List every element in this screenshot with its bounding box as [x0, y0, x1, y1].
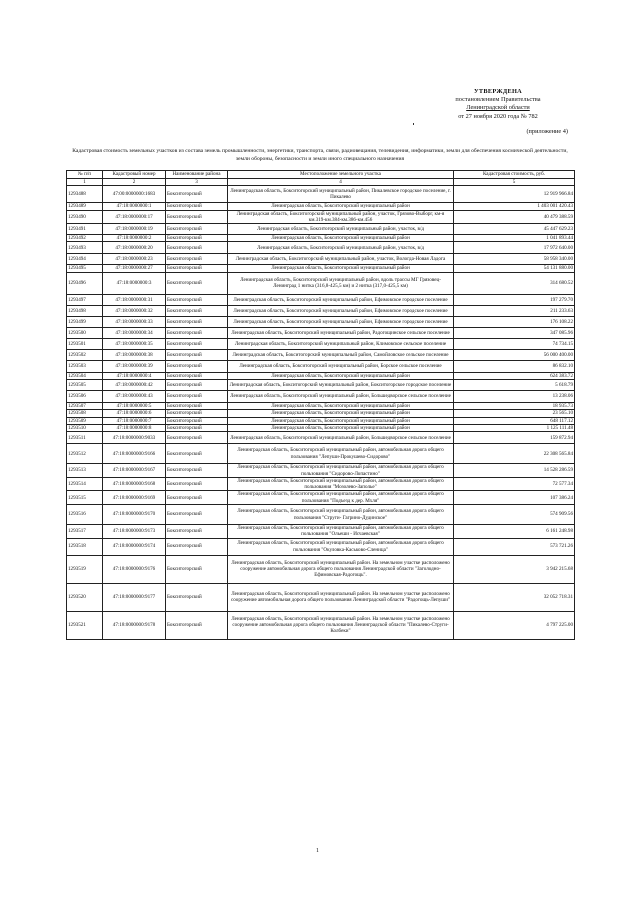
table-row — [67, 464, 575, 478]
location-cell: Ленинградская область, Бокситогорский муниципальный район. На земельном участке расположено сооружение автомобильная дорога общего пользования Ленинградской области "Радогощь-Лепуши" — [228, 583, 454, 611]
table-row — [67, 525, 575, 539]
district-cell: Бокситогорский — [166, 432, 228, 444]
cadastral-value-cell: 54 131 880.00 — [454, 265, 575, 272]
district-cell: Бокситогорский — [166, 203, 228, 210]
location-cell: Ленинградская область, Бокситогорский муниципальный район, Большедворское сельское поселение — [228, 432, 454, 444]
district-cell: Бокситогорский — [166, 224, 228, 235]
location-cell: Ленинградская область, Бокситогорский муниципальный район — [228, 424, 454, 431]
row-number-cell: 1293509 — [67, 417, 103, 424]
location-cell: Ленинградская область, Бокситогорский муниципальный район, Бокситогорское городское поселение — [228, 380, 454, 391]
row-number-cell: 1293488 — [67, 186, 103, 203]
cadastral-value-cell: 56 000 400.00 — [454, 349, 575, 360]
table-row — [67, 444, 575, 464]
column-number: 4 — [228, 179, 454, 186]
table-row — [67, 360, 575, 372]
page-number: 1 — [316, 848, 319, 854]
row-number-cell: 1293495 — [67, 265, 103, 272]
location-cell: Ленинградская область, Бокситогорский муниципальный район, автомобильная дорога общего пользования "Струги- Гагрино-Дудинское" — [228, 505, 454, 525]
table-body — [67, 186, 575, 639]
table-row — [67, 272, 575, 294]
location-cell: Ленинградская область, Бокситогорский муниципальный район — [228, 265, 454, 272]
location-cell: Ленинградская область, Бокситогорский муниципальный район. На земельном участке расположено сооружение автомобильная дорога общего пользования Ленинградской области "Пикалево-Струги-Колбеки" — [228, 611, 454, 639]
row-number-cell: 1293493 — [67, 242, 103, 254]
cadastral-number-cell: 47:00:0000000:1683 — [103, 186, 166, 203]
header-location: Местоположение земельного участка — [228, 171, 454, 179]
cadastral-number-cell: 47:18:0000000:9170 — [103, 505, 166, 525]
cadastral-number-cell: 47:18:0000000:8 — [103, 424, 166, 431]
cadastral-number-cell: 47:18:0000000:1 — [103, 203, 166, 210]
district-cell: Бокситогорский — [166, 424, 228, 431]
row-number-cell: 1293515 — [67, 491, 103, 505]
district-cell: Бокситогорский — [166, 444, 228, 464]
district-cell: Бокситогорский — [166, 338, 228, 349]
district-cell: Бокситогорский — [166, 254, 228, 265]
cadastral-value-cell: 1 125 111.48 — [454, 424, 575, 431]
row-number-cell: 1293492 — [67, 235, 103, 242]
district-cell: Бокситогорский — [166, 555, 228, 583]
location-cell: Ленинградская область, Бокситогорский муниципальный район, автомобильная дорога общего пользования "Ольеши - Исчаевская" — [228, 525, 454, 539]
cadastral-number-cell: 47:18:0000000:7 — [103, 417, 166, 424]
row-number-cell: 1293504 — [67, 372, 103, 379]
district-cell: Бокситогорский — [166, 525, 228, 539]
column-number: 2 — [103, 179, 166, 186]
district-cell: Бокситогорский — [166, 242, 228, 254]
header-no: № п/п — [67, 171, 103, 179]
district-cell: Бокситогорский — [166, 186, 228, 203]
location-cell: Ленинградская область, Бокситогорский муниципальный район, автомобильная дорога общего пользования "Мозолево-Заполье" — [228, 477, 454, 491]
table-row — [67, 372, 575, 379]
cadastral-value-cell: 18 935.73 — [454, 403, 575, 410]
approval-heading: УТВЕРЖДЕНА — [473, 88, 523, 95]
cadastral-value-cell: 1 041 893.44 — [454, 235, 575, 242]
table-row — [67, 265, 575, 272]
table-row — [67, 316, 575, 327]
approval-stamp — [428, 88, 568, 121]
cadastral-number-cell: 47:18:0000000:9168 — [103, 477, 166, 491]
cadastral-number-cell: 47:18:0000000:9169 — [103, 491, 166, 505]
approval-line-1: постановлением Правительства — [455, 96, 541, 104]
cadastral-value-cell: 45 447 629.23 — [454, 224, 575, 235]
location-cell: Ленинградская область, Бокситогорский муниципальный район, Радогощинское сельское поселение — [228, 327, 454, 338]
column-number: 5 — [454, 179, 575, 186]
cadastral-value-cell: 197 279.70 — [454, 294, 575, 305]
row-number-cell: 1293501 — [67, 338, 103, 349]
district-cell: Бокситогорский — [166, 611, 228, 639]
row-number-cell: 1293500 — [67, 327, 103, 338]
district-cell: Бокситогорский — [166, 538, 228, 555]
row-number-cell: 1293507 — [67, 403, 103, 410]
cadastral-number-cell: 47:18:0000000:9167 — [103, 464, 166, 478]
row-number-cell: 1293499 — [67, 316, 103, 327]
header-district: Наименование района — [166, 171, 228, 179]
cadastral-value-cell: 58 958 340.00 — [454, 254, 575, 265]
cadastral-number-cell: 47:18:0000000:43 — [103, 391, 166, 403]
header-value: Кадастровая стоимость, руб. — [454, 171, 575, 179]
cadastral-number-cell: 47:18:0000000:9033 — [103, 432, 166, 444]
cadastral-value-cell: 624 383.72 — [454, 372, 575, 379]
cadastral-number-cell: 47:18:0000000:33 — [103, 316, 166, 327]
district-cell: Бокситогорский — [166, 505, 228, 525]
district-cell: Бокситогорский — [166, 305, 228, 316]
cadastral-number-cell: 47:18:0000000:19 — [103, 224, 166, 235]
row-number-cell: 1293514 — [67, 477, 103, 491]
table-row — [67, 235, 575, 242]
cadastral-number-cell: 47:18:0000000:4 — [103, 372, 166, 379]
district-cell: Бокситогорский — [166, 464, 228, 478]
cadastral-number-cell: 47:18:0000000:17 — [103, 210, 166, 224]
cadastral-value-cell: 573 721.26 — [454, 538, 575, 555]
row-number-cell: 1293494 — [67, 254, 103, 265]
table-row — [67, 611, 575, 639]
cadastral-number-cell: 47:18:0000000:9177 — [103, 583, 166, 611]
cadastral-value-cell: 107 386.24 — [454, 491, 575, 505]
cadastral-number-cell: 47:18:0000000:42 — [103, 380, 166, 391]
table-row — [67, 391, 575, 403]
table-row — [67, 491, 575, 505]
district-cell: Бокситогорский — [166, 583, 228, 611]
cadastral-value-cell: 32 052 718.31 — [454, 583, 575, 611]
location-cell: Ленинградская область, Бокситогорский муниципальный район, Ефимовское городское поселение — [228, 305, 454, 316]
row-number-cell: 1293506 — [67, 391, 103, 403]
table-row — [67, 338, 575, 349]
row-number-cell: 1293497 — [67, 294, 103, 305]
location-cell: Ленинградская область, Бокситогорский муниципальный район, Климовское сельское поселение — [228, 338, 454, 349]
cadastral-value-cell: 17 972 640.00 — [454, 242, 575, 254]
row-number-cell: 1293496 — [67, 272, 103, 294]
location-cell: Ленинградская область, Бокситогорский муниципальный район, автомобильная дорога общего пользования "Сидорово-Лопастино" — [228, 464, 454, 478]
row-number-cell: 1293517 — [67, 525, 103, 539]
location-cell: Ленинградская область, Бокситогорский муниципальный район, автомобильная дорога общего пользования "Лепуши-Прокушево-Сидорово" — [228, 444, 454, 464]
cadastral-value-cell: 74 734.15 — [454, 338, 575, 349]
location-cell: Ленинградская область, Бокситогорский муниципальный район, Борское сельское поселение — [228, 360, 454, 372]
cadastral-value-cell: 314 680.52 — [454, 272, 575, 294]
location-cell: Ленинградская область, Бокситогорский муниципальный район — [228, 235, 454, 242]
cadastral-value-cell: 159 872.94 — [454, 432, 575, 444]
district-cell: Бокситогорский — [166, 235, 228, 242]
location-cell: Ленинградская область, Бокситогорский муниципальный район — [228, 410, 454, 417]
row-number-cell: 1293510 — [67, 424, 103, 431]
cadastral-value-cell: 3 942 215.68 — [454, 555, 575, 583]
location-cell: Ленинградская область, Бокситогорский муниципальный район, автомобильная дорога общего пользования "Подъезд к дер. Мхля" — [228, 491, 454, 505]
cadastral-number-cell: 47:18:0000000:39 — [103, 360, 166, 372]
cadastral-value-cell: 211 233.63 — [454, 305, 575, 316]
row-number-cell: 1293508 — [67, 410, 103, 417]
cadastral-number-cell: 47:18:0000000:9166 — [103, 444, 166, 464]
district-cell: Бокситогорский — [166, 410, 228, 417]
table-row — [67, 380, 575, 391]
district-cell: Бокситогорский — [166, 360, 228, 372]
district-cell: Бокситогорский — [166, 272, 228, 294]
district-cell: Бокситогорский — [166, 294, 228, 305]
cadastral-number-cell: 47:18:0000000:5 — [103, 403, 166, 410]
location-cell: Ленинградская область, Бокситогорский муниципальный район — [228, 417, 454, 424]
cadastral-number-cell: 47:18:0000000:31 — [103, 294, 166, 305]
table-header-row — [67, 171, 575, 179]
table-row — [67, 242, 575, 254]
row-number-cell: 1293503 — [67, 360, 103, 372]
table-row — [67, 538, 575, 555]
cadastral-number-cell: 47:18:0000000:2 — [103, 235, 166, 242]
table-row — [67, 410, 575, 417]
table-row — [67, 186, 575, 203]
district-cell: Бокситогорский — [166, 417, 228, 424]
cadastral-number-cell: 47:18:0000000:9176 — [103, 555, 166, 583]
row-number-cell: 1293505 — [67, 380, 103, 391]
location-cell: Ленинградская область, Бокситогорский муниципальный район, автомобильная дорога общего пользования "Окуловка-Каськово-Сленица" — [228, 538, 454, 555]
row-number-cell: 1293518 — [67, 538, 103, 555]
cadastral-number-cell: 47:18:0000000:6 — [103, 410, 166, 417]
table-row — [67, 349, 575, 360]
location-cell: Ленинградская область, Бокситогорский муниципальный район, Ефимовское городское поселение — [228, 316, 454, 327]
table-row — [67, 403, 575, 410]
cadastral-value-cell: 176 108.22 — [454, 316, 575, 327]
district-cell: Бокситогорский — [166, 316, 228, 327]
table-row — [67, 555, 575, 583]
location-cell: Ленинградская область, Бокситогорский муниципальный район, Ефимовское городское поселение — [228, 294, 454, 305]
table-column-numbers — [67, 179, 575, 186]
cadastral-value-cell: 5 618.79 — [454, 380, 575, 391]
table-row — [67, 203, 575, 210]
cadastral-value-cell: 4 797 225.00 — [454, 611, 575, 639]
row-number-cell: 1293498 — [67, 305, 103, 316]
location-cell: Ленинградская область, Бокситогорский муниципальный район, Большедворское сельское поселение — [228, 391, 454, 403]
cadastral-value-cell: 23 565.10 — [454, 410, 575, 417]
table-row — [67, 432, 575, 444]
district-cell: Бокситогорский — [166, 380, 228, 391]
cadastral-value-cell: 72 577.34 — [454, 477, 575, 491]
district-cell: Бокситогорский — [166, 327, 228, 338]
cadastral-value-cell: 6 161 248.98 — [454, 525, 575, 539]
location-cell: Ленинградская область, Бокситогорский муниципальный район — [228, 203, 454, 210]
district-cell: Бокситогорский — [166, 349, 228, 360]
cadastral-number-cell: 47:18:0000000:27 — [103, 265, 166, 272]
cadastral-number-cell: 47:18:0000000:34 — [103, 327, 166, 338]
cadastral-number-cell: 47:18:0000000:23 — [103, 254, 166, 265]
location-cell: Ленинградская область, Бокситогорский муниципальный район, участок, Грязово-Выборг, км-я км.319-км.384-км.386-км.456 — [228, 210, 454, 224]
location-cell: Ленинградская область, Бокситогорский муниципальный район, вдоль трассы МГ Грязовец-Ленинград 1 нитка (316,8-425,5 км) и 2 нитка (317,0-425,5 км) — [228, 272, 454, 294]
table-row — [67, 327, 575, 338]
annex-label: (приложение 4) — [526, 128, 568, 135]
table-row — [67, 210, 575, 224]
cadastral-value-cell: 14 528 286.59 — [454, 464, 575, 478]
location-cell: Ленинградская область, Бокситогорский муниципальный район, участок, Вологда-Новая Ладога — [228, 254, 454, 265]
row-number-cell: 1293519 — [67, 555, 103, 583]
row-number-cell: 1293491 — [67, 224, 103, 235]
row-number-cell: 1293490 — [67, 210, 103, 224]
location-cell: Ленинградская область, Бокситогорский муниципальный район — [228, 372, 454, 379]
location-cell: Ленинградская область, Бокситогорский муниципальный район, Самойловское сельское поселение — [228, 349, 454, 360]
cadastral-number-cell: 47:18:0000000:9178 — [103, 611, 166, 639]
cadastral-number-cell: 47:18:0000000:20 — [103, 242, 166, 254]
district-cell: Бокситогорский — [166, 210, 228, 224]
cadastral-value-cell: 1 403 001 420.43 — [454, 203, 575, 210]
location-cell: Ленинградская область, Бокситогорский муниципальный район, участок, в/д — [228, 224, 454, 235]
table-row — [67, 254, 575, 265]
row-number-cell: 1293511 — [67, 432, 103, 444]
table-row — [67, 505, 575, 525]
cadastral-value-cell: 13 238.06 — [454, 391, 575, 403]
district-cell: Бокситогорский — [166, 391, 228, 403]
cadastral-value-cell: 574 909.56 — [454, 505, 575, 525]
cadastral-table — [66, 170, 575, 640]
district-cell: Бокситогорский — [166, 265, 228, 272]
table-row — [67, 305, 575, 316]
cadastral-value-cell: 40 479 388.59 — [454, 210, 575, 224]
document-title: Кадастровая стоимость земельных участков из состава земель промышленности, энергетики, транспорта, связи, радиовещания, телевидения, информатики, земли для обеспечения космической деятельности, земли обороны, безопасности и земли иного специального назначения — [72, 148, 568, 162]
location-cell: Ленинградская область, Бокситогорский муниципальный район, Пикалевское городское поселение, г. Пикалево — [228, 186, 454, 203]
row-number-cell: 1293513 — [67, 464, 103, 478]
approval-line-2: Ленинградской области — [466, 104, 530, 112]
district-cell: Бокситогорский — [166, 403, 228, 410]
district-cell: Бокситогорский — [166, 491, 228, 505]
cadastral-number-cell: 47:18:0000000:3 — [103, 272, 166, 294]
approval-line-3: от 27 ноября 2020 года № 782 — [458, 112, 538, 120]
district-cell: Бокситогорский — [166, 477, 228, 491]
cadastral-number-cell: 47:18:0000000:9173 — [103, 525, 166, 539]
row-number-cell: 1293520 — [67, 583, 103, 611]
row-number-cell: 1293502 — [67, 349, 103, 360]
location-cell: Ленинградская область, Бокситогорский муниципальный район. На земельном участке расположено сооружение автомобильная дорога общего пользования Ленинградской области "Заголодно-Ефимовская-Радогощь". — [228, 555, 454, 583]
table-row — [67, 583, 575, 611]
table-row — [67, 477, 575, 491]
cadastral-number-cell: 47:18:0000000:32 — [103, 305, 166, 316]
district-cell: Бокситогорский — [166, 372, 228, 379]
row-number-cell: 1293512 — [67, 444, 103, 464]
cadastral-value-cell: 648 117.12 — [454, 417, 575, 424]
location-cell: Ленинградская область, Бокситогорский муниципальный район — [228, 403, 454, 410]
row-number-cell: 1293516 — [67, 505, 103, 525]
cadastral-value-cell: 12 919 966.84 — [454, 186, 575, 203]
table-row — [67, 224, 575, 235]
table-row — [67, 424, 575, 431]
cadastral-value-cell: 86 832.10 — [454, 360, 575, 372]
table-row — [67, 294, 575, 305]
row-number-cell: 1293521 — [67, 611, 103, 639]
column-number: 3 — [166, 179, 228, 186]
scan-dot — [413, 123, 414, 125]
table-row — [67, 417, 575, 424]
cadastral-number-cell: 47:18:0000000:35 — [103, 338, 166, 349]
cadastral-value-cell: 347 085.96 — [454, 327, 575, 338]
location-cell: Ленинградская область, Бокситогорский муниципальный район, участок, в/д — [228, 242, 454, 254]
cadastral-number-cell: 47:18:0000000:38 — [103, 349, 166, 360]
column-number: 1 — [67, 179, 103, 186]
header-cadastral: Кадастровый номер — [103, 171, 166, 179]
cadastral-number-cell: 47:18:0000000:9174 — [103, 538, 166, 555]
cadastral-value-cell: 22 308 565.84 — [454, 444, 575, 464]
row-number-cell: 1293489 — [67, 203, 103, 210]
